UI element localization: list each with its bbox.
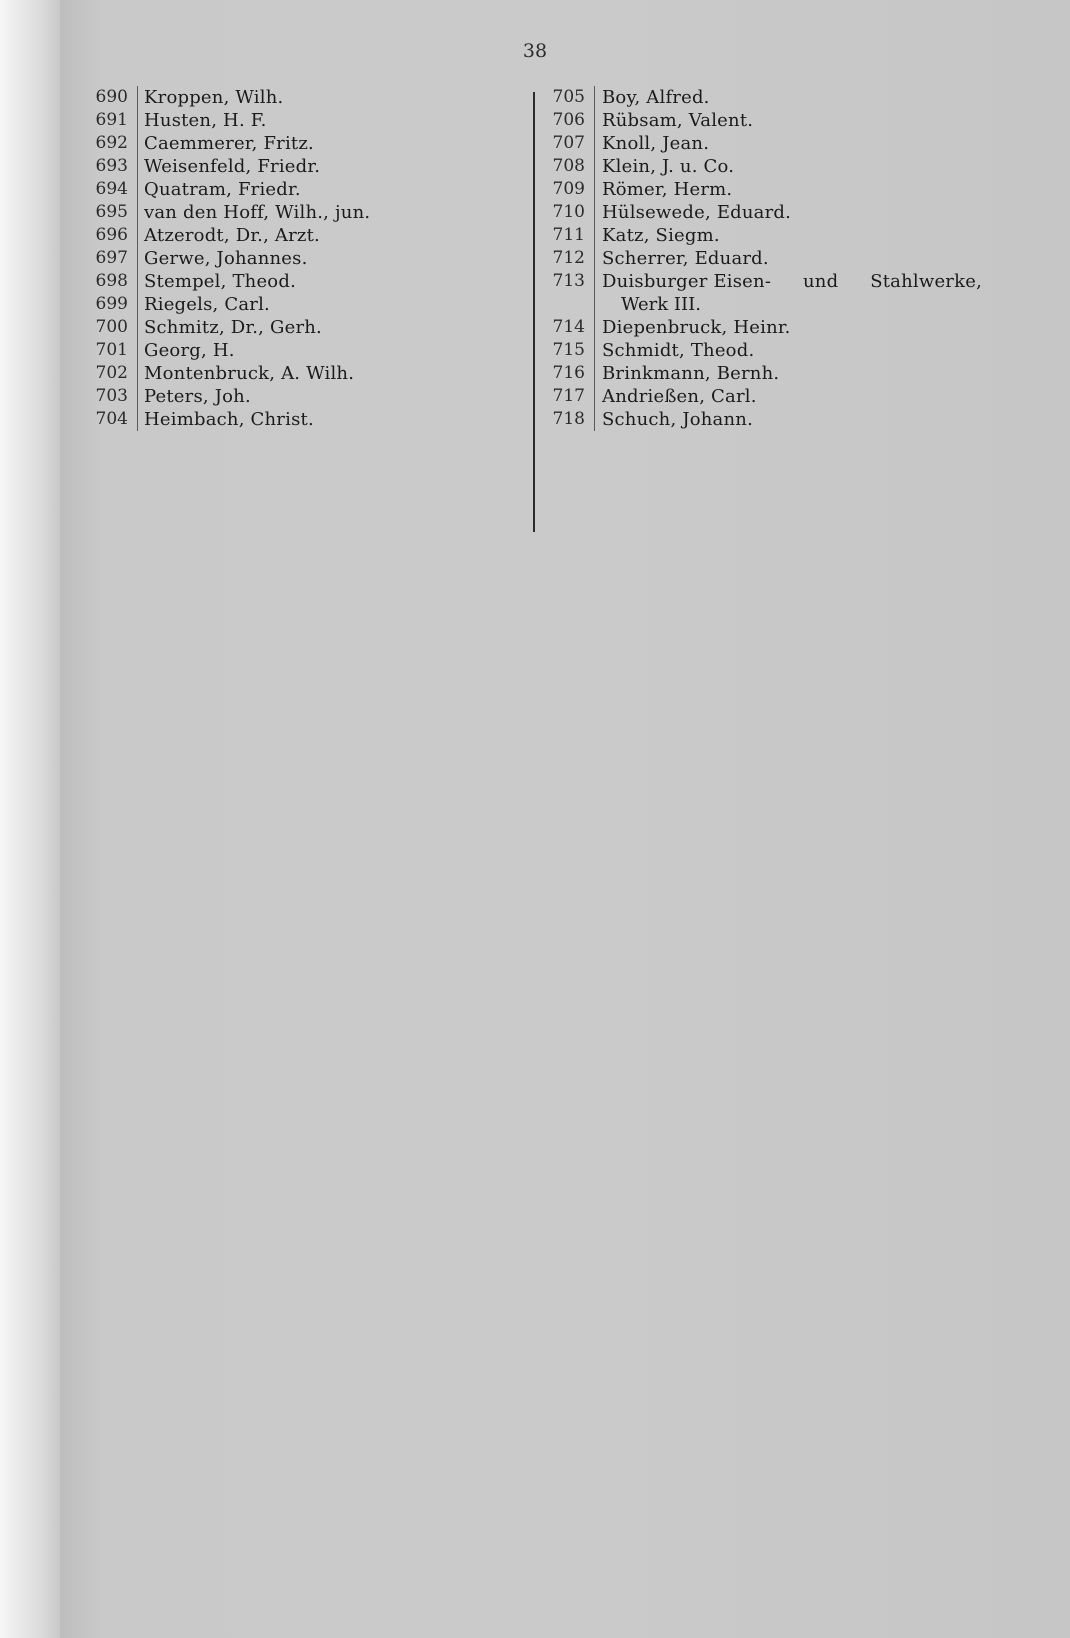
entry-number: 710: [552, 202, 585, 222]
entry-name: van den Hoff, Wilh., jun.: [144, 202, 371, 223]
entry-name: Römer, Herm.: [602, 179, 733, 200]
column-divider: [594, 86, 595, 109]
column-divider: [137, 155, 138, 178]
entry-number: 703: [95, 386, 128, 406]
entry-name: Boy, Alfred.: [602, 87, 710, 108]
column-divider: [594, 178, 595, 201]
entry-number: 696: [95, 225, 128, 245]
column-divider: [137, 178, 138, 201]
entry-number: 702: [95, 363, 128, 383]
column-divider: [594, 224, 595, 247]
column-divider: [137, 109, 138, 132]
column-divider: [594, 385, 595, 408]
entry-number: 691: [95, 110, 128, 130]
entry-name: Knoll, Jean.: [602, 133, 710, 154]
entry-name-part: Stahlwerke,: [870, 271, 982, 292]
entry-number: 695: [95, 202, 128, 222]
entry-name-part: und: [803, 271, 839, 292]
entry-number: 717: [552, 386, 585, 406]
column-divider: [137, 362, 138, 385]
entry-name: Andrießen, Carl.: [602, 386, 757, 407]
entry-name: Hülsewede, Eduard.: [602, 202, 792, 223]
entry-name: Peters, Joh.: [144, 386, 251, 407]
column-divider: [594, 247, 595, 270]
column-divider: [594, 339, 595, 362]
column-divider: [594, 316, 595, 339]
column-divider: [137, 224, 138, 247]
entry-name: Diepenbruck, Heinr.: [602, 317, 791, 338]
column-divider: [594, 362, 595, 385]
entry-name-continuation: Werk III.: [621, 294, 701, 315]
entry-name: Rübsam, Valent.: [602, 110, 754, 131]
entry-name: Scherrer, Eduard.: [602, 248, 769, 269]
entry-name: Schuch, Johann.: [602, 409, 753, 430]
entry-number: 718: [552, 409, 585, 429]
column-divider: [137, 201, 138, 224]
column-divider: [594, 408, 595, 431]
entry-number: 697: [95, 248, 128, 268]
column-divider: [594, 270, 595, 316]
entry-number: 690: [95, 87, 128, 107]
column-divider: [137, 408, 138, 431]
entry-number: 711: [552, 225, 585, 245]
entry-name: Klein, J. u. Co.: [602, 156, 735, 177]
column-divider: [137, 293, 138, 316]
entry-number: 708: [552, 156, 585, 176]
entry-name: Schmidt, Theod.: [602, 340, 755, 361]
column-divider: [594, 155, 595, 178]
entry-number: 714: [552, 317, 585, 337]
entry-number: 709: [552, 179, 585, 199]
entry-name: [602, 270, 982, 293]
entry-name: Weisenfeld, Friedr.: [144, 156, 321, 177]
entry-name: Kroppen, Wilh.: [144, 87, 284, 108]
column-divider: [594, 132, 595, 155]
entry-name: Katz, Siegm.: [602, 225, 720, 246]
entry-number: 700: [95, 317, 128, 337]
column-divider: [137, 270, 138, 293]
column-divider: [137, 86, 138, 109]
entry-number: 704: [95, 409, 128, 429]
entry-number: 716: [552, 363, 585, 383]
entry-number: 698: [95, 271, 128, 291]
entry-name: Caemmerer, Fritz.: [144, 133, 314, 154]
entry-name: Stempel, Theod.: [144, 271, 296, 292]
column-divider: [137, 385, 138, 408]
entry-name: Montenbruck, A. Wilh.: [144, 363, 355, 384]
entry-number: 707: [552, 133, 585, 153]
entry-name: Heimbach, Christ.: [144, 409, 314, 430]
entry-number: 694: [95, 179, 128, 199]
entry-number: 692: [95, 133, 128, 153]
entry-name: Quatram, Friedr.: [144, 179, 301, 200]
entry-name: Atzerodt, Dr., Arzt.: [144, 225, 320, 246]
entry-name: Gerwe, Johannes.: [144, 248, 308, 269]
entry-name: Brinkmann, Bernh.: [602, 363, 780, 384]
entry-name: Riegels, Carl.: [144, 294, 270, 315]
entry-number: 706: [552, 110, 585, 130]
entry-name-part: Duisburger Eisen-: [602, 271, 772, 292]
page-number: 38: [522, 40, 548, 62]
column-divider: [594, 109, 595, 132]
column-divider: [594, 201, 595, 224]
column-divider: [137, 132, 138, 155]
entry-number: 701: [95, 340, 128, 360]
column-divider: [137, 339, 138, 362]
column-divider: [137, 247, 138, 270]
entry-number: 712: [552, 248, 585, 268]
entry-number: 699: [95, 294, 128, 314]
page-edge: [0, 0, 60, 1638]
entry-name: Georg, H.: [144, 340, 235, 361]
entry-number: 715: [552, 340, 585, 360]
entry-number: 693: [95, 156, 128, 176]
entry-name: Schmitz, Dr., Gerh.: [144, 317, 322, 338]
entry-number: 713: [552, 271, 585, 291]
column-divider: [137, 316, 138, 339]
entry-name: Husten, H. F.: [144, 110, 267, 131]
entry-number: 705: [552, 87, 585, 107]
